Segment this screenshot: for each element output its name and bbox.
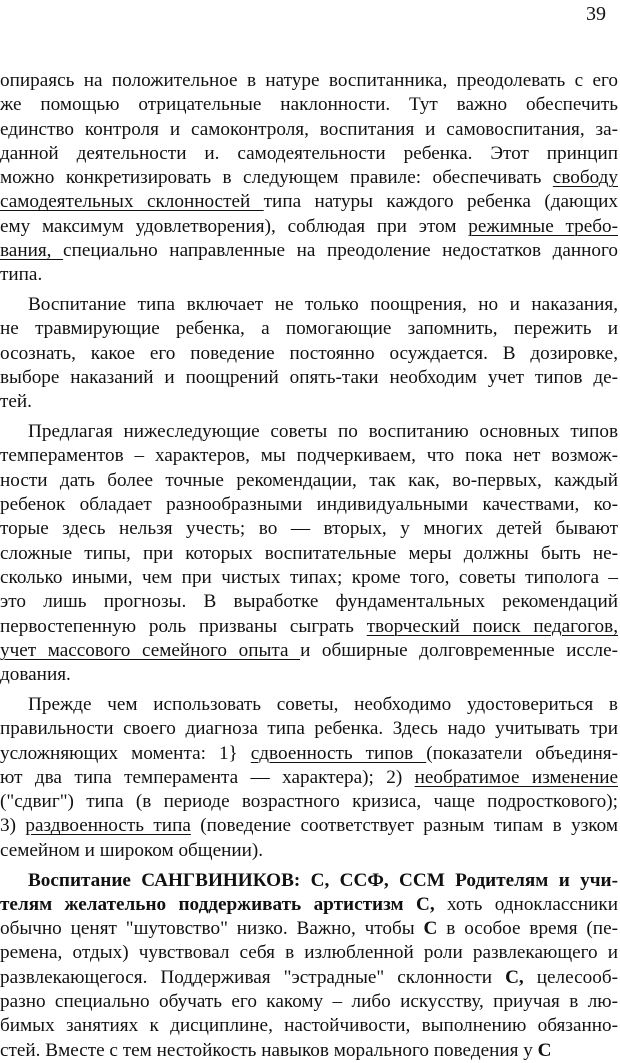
text-run: опираясь на положительное в натуре воспитанника, преодолевать с его [0,70,618,91]
text-run: семейном и широком общении). [0,839,264,861]
text-line [0,263,618,287]
text-run: первостепенную роль призваны сыграть [0,615,367,637]
underlined-text: раздвоенность типа [25,815,191,837]
text-run: можно конкретизировать в следующем правиле: обеспечивать [0,167,553,189]
underlined-text: режимные требо- [468,215,618,237]
text-run: стей. Вместе с тем нестойкость навыков морального поведения у [0,1039,538,1061]
text-line [0,893,618,917]
text-line [0,566,618,590]
text-run: темпераментов – характеров, мы подчеркиваем, что пока нет возмож- [0,445,618,467]
underlined-text: творческий поиск педагогов, [366,615,618,637]
text-line [0,839,618,863]
text-run: не травмирующие ребенка, а помогающие запомнить, пережить и [0,318,618,340]
text-run: это лишь прогнозы. В выработке фундаментальных рекомендаций [0,591,618,613]
paragraph [0,869,618,1063]
text-run: торые здесь нельзя учесть; во — вторых, у многих детей бывают [0,518,618,540]
text-line [0,69,618,93]
paragraph [0,69,618,288]
text-run: 3) [0,815,26,837]
underlined-text: самодеятельных склонностей [0,191,264,213]
text-run: правильности своего диагноза типа ребенка. Здесь надо учитывать три [0,718,618,740]
text-line [0,766,618,790]
text-line [0,639,618,663]
text-line [0,590,618,614]
text-run: дования. [0,664,71,686]
underlined-text: вания, [0,240,64,262]
text-line [0,317,618,341]
text-line [0,693,618,717]
bold-text: С [423,918,438,940]
text-run: ремена, отдых) чувствовал себя в излюбленной роли развлекающего и [0,942,618,964]
text-run: (показатели объединя- [426,742,618,764]
underlined-text: свободу [552,167,618,189]
text-line [0,366,618,390]
underlined-text: сдвоенность типов [250,742,427,764]
text-run: осознать, какое его поведение постоянно осуждается. В дозировке, [0,342,618,364]
text-line [0,93,618,117]
text-line [0,342,618,366]
text-run: Воспитание типа включает не только поощрения, но и наказания, [28,294,618,316]
text-run: развлекающегося. Поддерживая "эстрадные" склонности [0,966,506,988]
text-run: данной деятельности и. самодеятельности ребенка. Этот принцип [0,142,618,164]
text-run: Предлагая нижеследующие советы по воспитанию основных типов [28,421,618,443]
underlined-text: необратимое изменение [414,766,618,788]
text-line [0,142,618,166]
text-run: и обширные долговременные иссле- [300,639,618,661]
text-run: ности дать более точные рекомендации, так как, во-первых, каждый [0,469,618,491]
text-line [0,420,618,444]
bold-text: С, [505,966,524,988]
text-body [0,69,618,1063]
text-run: разно специально обучать его какому – либо искусству, приучая в лю- [0,990,618,1012]
text-line [0,615,618,639]
text-line [0,118,618,142]
text-line [0,166,618,190]
text-run: сколько иными, чем при чистых типах; кроме того, советы типолога – [0,566,618,588]
text-run: же помощью отрицательные наклонности. Тут важно обеспечить [0,94,618,116]
text-line [0,542,618,566]
text-line [0,1039,618,1063]
paragraph [0,420,618,687]
paragraph [0,293,618,414]
text-run: ему максимум удовлетворения), соблюдая при этом [0,215,469,237]
bold-text: С [537,1039,552,1061]
text-run: сложные типы, при которых воспитательные меры должны быть не- [0,542,618,564]
bold-text: телям желательно поддерживать артистизм С, [0,893,435,915]
text-line [0,390,618,414]
text-line [0,717,618,741]
text-line [0,239,618,263]
text-run: типа. [0,264,43,286]
bold-text: Воспитание САНГВИНИКОВ: С, ССФ, ССМ Родителям и учи- [28,869,618,891]
text-line [0,941,618,965]
text-line [0,663,618,687]
text-line [0,790,618,814]
text-run: целесооб- [523,966,618,988]
text-line [0,1014,618,1038]
text-line [0,469,618,493]
text-line [0,293,618,317]
text-run: хоть одноклассники [434,893,618,915]
text-line [0,190,618,214]
underlined-text: учет массового семейного опыта [0,639,301,661]
text-line [0,517,618,541]
text-run: в особое время (пе- [437,918,618,940]
text-run: ("сдвиг") типа (в периоде возрастного кризиса, чаще подросткового); [0,791,618,813]
text-run: (поведение соответствует разным типам в узком [190,815,619,837]
text-run: ют два типа темперамента — характера); 2) [0,766,415,788]
text-run: бимых занятиях к дисциплине, настойчивости, выполнению обязанно- [0,1015,618,1037]
text-run: обычно ценят "шутовство" низко. Важно, чтобы [0,918,424,940]
text-run: усложняющих момента: 1} [0,742,251,764]
text-run: тей. [0,391,32,413]
text-line [0,493,618,517]
text-line [0,917,618,941]
text-line [0,966,618,990]
text-line [0,990,618,1014]
text-run: специально направленные на преодоление недостатков данного [63,240,619,262]
text-run: типа натуры каждого ребенка (дающих [263,191,618,213]
text-line [0,444,618,468]
paragraph [0,693,618,863]
page-number: 39 [586,3,606,25]
text-run: выборе наказаний и поощрений опять-таки необходим учет типов де- [0,367,618,389]
text-run: Прежде чем использовать советы, необходимо удостовериться в [28,693,618,715]
text-line [0,814,618,838]
text-run: ребенок обладает разнообразными индивидуальными качествами, ко- [0,494,618,516]
text-run: единство контроля и самоконтроля, воспитания и самовоспитания, за- [0,118,618,140]
text-line [0,869,618,893]
text-line [0,742,618,766]
text-line [0,215,618,239]
